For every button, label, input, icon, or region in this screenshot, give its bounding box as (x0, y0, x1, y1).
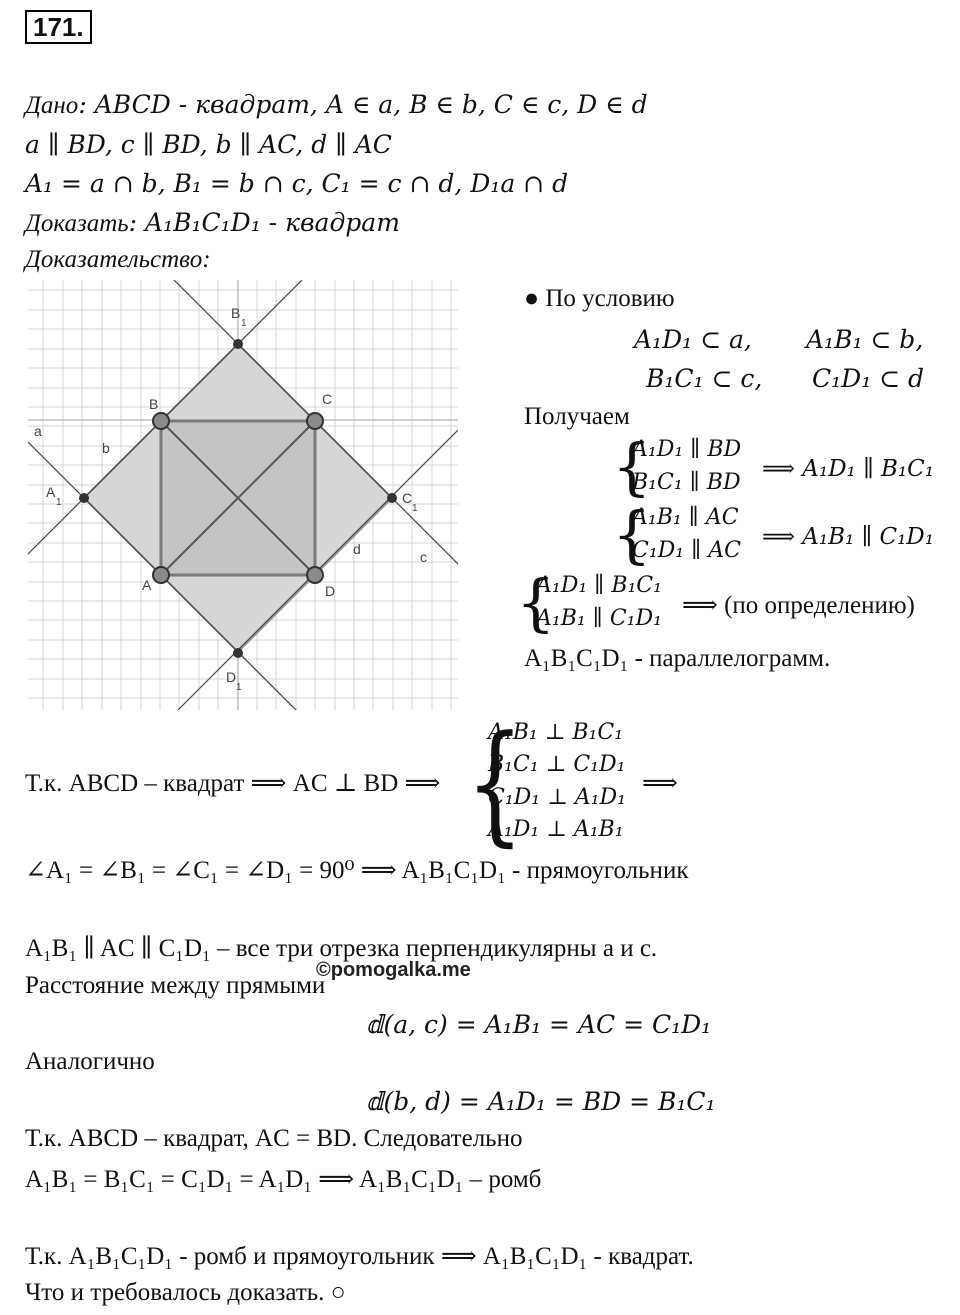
perp-4: A₁D₁ ⊥ A₁B₁ (488, 817, 624, 842)
brace-1: { (612, 430, 652, 503)
label-C1-sub: 1 (412, 503, 418, 514)
label-B1: B (231, 305, 241, 321)
sys2-a: A₁B₁ ∥ AC (632, 505, 739, 530)
sys2-b: C₁D₁ ∥ AC (632, 538, 741, 563)
point-c (307, 413, 323, 429)
prove-line (25, 208, 400, 238)
cond-4: C₁D₁ ⊂ d (812, 364, 925, 393)
problem-number: 171. (25, 10, 92, 44)
label-B1-sub: 1 (241, 318, 247, 329)
perp-arrow: ⟹ (642, 768, 678, 797)
sys1-b: B₁C₁ ∥ BD (632, 470, 741, 495)
sys2-result: ⟹ A₁B₁ ∥ C₁D₁ (762, 524, 934, 550)
point-d1 (233, 648, 243, 658)
label-D1: D (226, 669, 237, 685)
point-b1 (233, 339, 243, 349)
cond-3: B₁C₁ ⊂ c, (646, 364, 763, 393)
given-label: Дано (25, 92, 79, 119)
point-a1 (79, 493, 89, 503)
dist-line-1: A₁B₁ ∥ AC ∥ C₁D₁ – все три отрезка перпендикулярны a и c. (25, 935, 658, 962)
label-c: c (420, 549, 427, 565)
perp-3: C₁D₁ ⊥ A₁D₁ (488, 785, 626, 810)
watermark: ©pomogalka.me (316, 959, 471, 981)
rect-lead: Т.к. ABCD – квадрат ⟹ AC ⊥ BD ⟹ (25, 770, 441, 797)
perp-2: B₁C₁ ⊥ C₁D₁ (488, 752, 626, 777)
dist-formula-2: 𝕕(b, d) = A₁D₁ = BD = B₁C₁ (366, 1087, 716, 1116)
dist-line-3: Т.к. ABCD – квадрат, AC = BD. Следовательно (25, 1125, 523, 1152)
point-b (153, 413, 169, 429)
label-A: A (142, 577, 152, 593)
dist-line-2: Расстояние между прямыми (25, 972, 326, 999)
by-condition: ● По условию (524, 285, 675, 312)
sys1-a: A₁D₁ ∥ BD (632, 437, 742, 462)
sys3-b: A₁B₁ ∥ C₁D₁ (536, 606, 662, 631)
point-a (153, 567, 169, 583)
cond-2: A₁B₁ ⊂ b, (806, 325, 924, 354)
label-A1-sub: 1 (56, 497, 62, 508)
label-D1-sub: 1 (236, 682, 242, 693)
label-A1: A (46, 484, 56, 500)
given-line-1 (25, 90, 648, 120)
we-get: Получаем (524, 403, 630, 430)
parallelogram-line: A₁B₁C₁D₁ - параллелограмм. (524, 645, 831, 672)
label-a: a (34, 423, 42, 439)
label-B: B (149, 396, 159, 412)
prove-text: : A₁B₁C₁D₁ - квадрат (128, 208, 400, 237)
given-line-3: A₁ = a ∩ b, B₁ = b ∩ c, C₁ = c ∩ d, D₁a ∩ d (25, 169, 569, 198)
sys1-result: ⟹ A₁D₁ ∥ B₁C₁ (762, 456, 934, 482)
conclusion-line-2: Что и требовалось доказать. ○ (25, 1279, 346, 1306)
brace-4: { (466, 707, 524, 859)
point-c1 (387, 493, 397, 503)
label-b: b (102, 440, 110, 456)
label-C: C (322, 391, 333, 407)
conclusion-line-1: Т.к. A₁B₁C₁D₁ - ромб и прямоугольник ⟹ A₁B₁C₁D₁ - квадрат. (25, 1243, 694, 1270)
brace-2: { (612, 498, 652, 571)
label-d: d (353, 541, 361, 557)
perp-1: A₁B₁ ⊥ B₁C₁ (488, 720, 624, 745)
sys3-result: ⟹ (по определению) (682, 592, 915, 619)
dist-formula-1: 𝕕(a, c) = A₁B₁ = AC = C₁D₁ (366, 1010, 712, 1039)
similarly: Аналогично (25, 1048, 155, 1075)
angles-line: ∠A₁ = ∠B₁ = ∠C₁ = ∠D₁ = 90⁰ ⟹ A₁B₁C₁D₁ - прямоугольник (25, 857, 689, 884)
cond-1: A₁D₁ ⊂ a, (634, 325, 752, 354)
given-line-2: a ∥ BD, c ∥ BD, b ∥ AC, d ∥ AC (25, 130, 392, 159)
given-text-1: : ABCD - квадрат, A ∈ a, B ∈ b, C ∈ c, D ∈ d (78, 90, 648, 119)
proof-label: Доказательство: (25, 246, 211, 273)
rhombus-line: A₁B₁ = B₁C₁ = C₁D₁ = A₁D₁ ⟹ A₁B₁C₁D₁ – ромб (25, 1166, 542, 1193)
label-D: D (325, 583, 336, 599)
prove-label: Доказать (25, 210, 129, 237)
sys3-a: A₁D₁ ∥ B₁C₁ (536, 573, 662, 598)
point-d (307, 567, 323, 583)
geometry-figure (28, 280, 458, 710)
brace-3: { (516, 566, 556, 639)
label-C1: C (402, 490, 413, 506)
